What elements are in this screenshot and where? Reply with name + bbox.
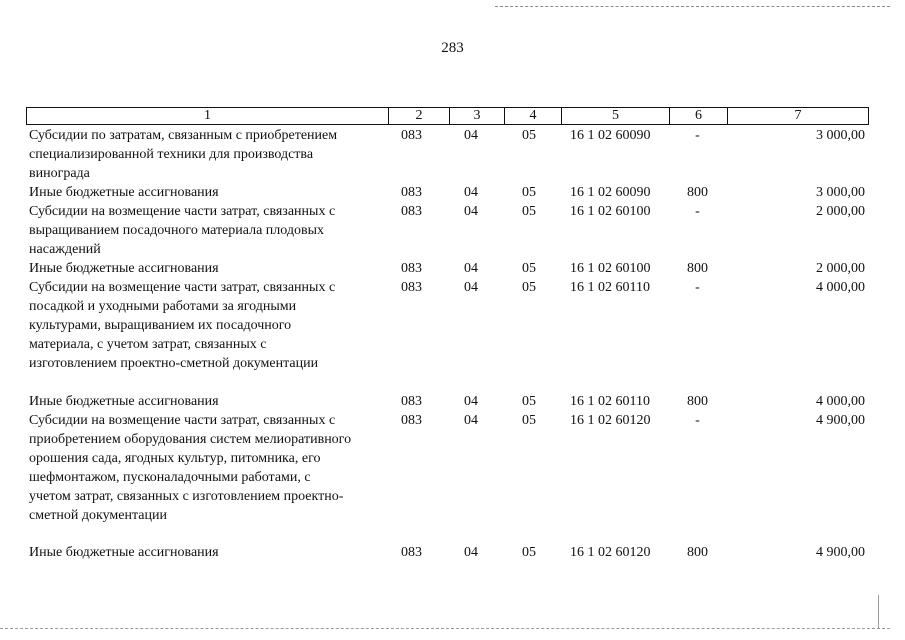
row-col-6: 800 xyxy=(687,545,708,560)
row-col-6: - xyxy=(695,128,700,143)
row-col-7: 2 000,00 xyxy=(816,261,865,276)
row-col-2: 083 xyxy=(401,128,422,143)
header-cell-7: 7 xyxy=(727,107,869,125)
row-col-7: 2 000,00 xyxy=(816,204,865,219)
row-name: Субсидии по затратам, связанным с приобретением специализированной техники для производства винограда xyxy=(29,128,338,181)
row-col-2: 083 xyxy=(401,545,422,560)
row-col-6: - xyxy=(695,280,700,295)
row-name: Субсидии на возмещение части затрат, связанных с выращиванием посадочного материала плодовых насаждений xyxy=(29,204,336,257)
row-col-6: 800 xyxy=(687,394,708,409)
row-col-6: 800 xyxy=(687,185,708,200)
row-col-7: 4 900,00 xyxy=(816,413,865,428)
row-col-5: 16 1 02 60120 xyxy=(570,545,651,560)
header-cell-6: 6 xyxy=(669,107,728,125)
row-col-7: 4 000,00 xyxy=(816,280,865,295)
row-name: Иные бюджетные ассигнования xyxy=(29,394,219,409)
row-col-4: 05 xyxy=(522,204,536,219)
row-col-3: 04 xyxy=(464,185,478,200)
row-col-4: 05 xyxy=(522,545,536,560)
row-name: Иные бюджетные ассигнования xyxy=(29,185,219,200)
row-col-3: 04 xyxy=(464,394,478,409)
row-col-3: 04 xyxy=(464,261,478,276)
row-col-5: 16 1 02 60100 xyxy=(570,261,651,276)
header-cell-5: 5 xyxy=(561,107,670,125)
row-col-2: 083 xyxy=(401,261,422,276)
row-col-2: 083 xyxy=(401,394,422,409)
row-col-5: 16 1 02 60110 xyxy=(570,280,650,295)
row-col-2: 083 xyxy=(401,185,422,200)
row-col-4: 05 xyxy=(522,394,536,409)
row-col-4: 05 xyxy=(522,280,536,295)
row-col-6: - xyxy=(695,413,700,428)
row-name: Субсидии на возмещение части затрат, связанных с посадкой и уходными работами за ягодными культурами, выращиванием их посадочного материала, с учетом затрат, связанных с изготовлением проектно-сметной документации xyxy=(29,280,336,371)
row-col-3: 04 xyxy=(464,128,478,143)
scan-edge-top xyxy=(495,6,890,7)
row-col-5: 16 1 02 60090 xyxy=(570,128,651,143)
row-col-5: 16 1 02 60090 xyxy=(570,185,651,200)
header-cell-4: 4 xyxy=(504,107,562,125)
row-col-7: 3 000,00 xyxy=(816,128,865,143)
header-cell-2: 2 xyxy=(388,107,450,125)
scan-edge-bottom xyxy=(0,628,890,629)
header-cell-1: 1 xyxy=(26,107,389,125)
row-col-6: 800 xyxy=(687,261,708,276)
row-col-5: 16 1 02 60110 xyxy=(570,394,650,409)
row-col-5: 16 1 02 60120 xyxy=(570,413,651,428)
row-col-5: 16 1 02 60100 xyxy=(570,204,651,219)
header-cell-3: 3 xyxy=(449,107,505,125)
row-col-4: 05 xyxy=(522,413,536,428)
row-col-4: 05 xyxy=(522,261,536,276)
scan-edge-right xyxy=(878,595,879,629)
row-col-2: 083 xyxy=(401,280,422,295)
row-col-6: - xyxy=(695,204,700,219)
row-col-4: 05 xyxy=(522,128,536,143)
row-col-4: 05 xyxy=(522,185,536,200)
row-name: Иные бюджетные ассигнования xyxy=(29,261,219,276)
row-col-2: 083 xyxy=(401,204,422,219)
row-col-3: 04 xyxy=(464,545,478,560)
row-name: Субсидии на возмещение части затрат, связанных с приобретением оборудования систем мелиоративного орошения сада, ягодных культур, питомника, его шефмонтажом, пусконаладочными работами, с учетом затрат, связанных с изготовлением проектно- сметной документации xyxy=(29,413,352,523)
row-col-7: 4 000,00 xyxy=(816,394,865,409)
row-col-2: 083 xyxy=(401,413,422,428)
row-col-7: 4 900,00 xyxy=(816,545,865,560)
row-col-7: 3 000,00 xyxy=(816,185,865,200)
row-col-3: 04 xyxy=(464,204,478,219)
row-col-3: 04 xyxy=(464,280,478,295)
row-col-3: 04 xyxy=(464,413,478,428)
page-number: 283 xyxy=(441,40,464,56)
row-name: Иные бюджетные ассигнования xyxy=(29,545,219,560)
